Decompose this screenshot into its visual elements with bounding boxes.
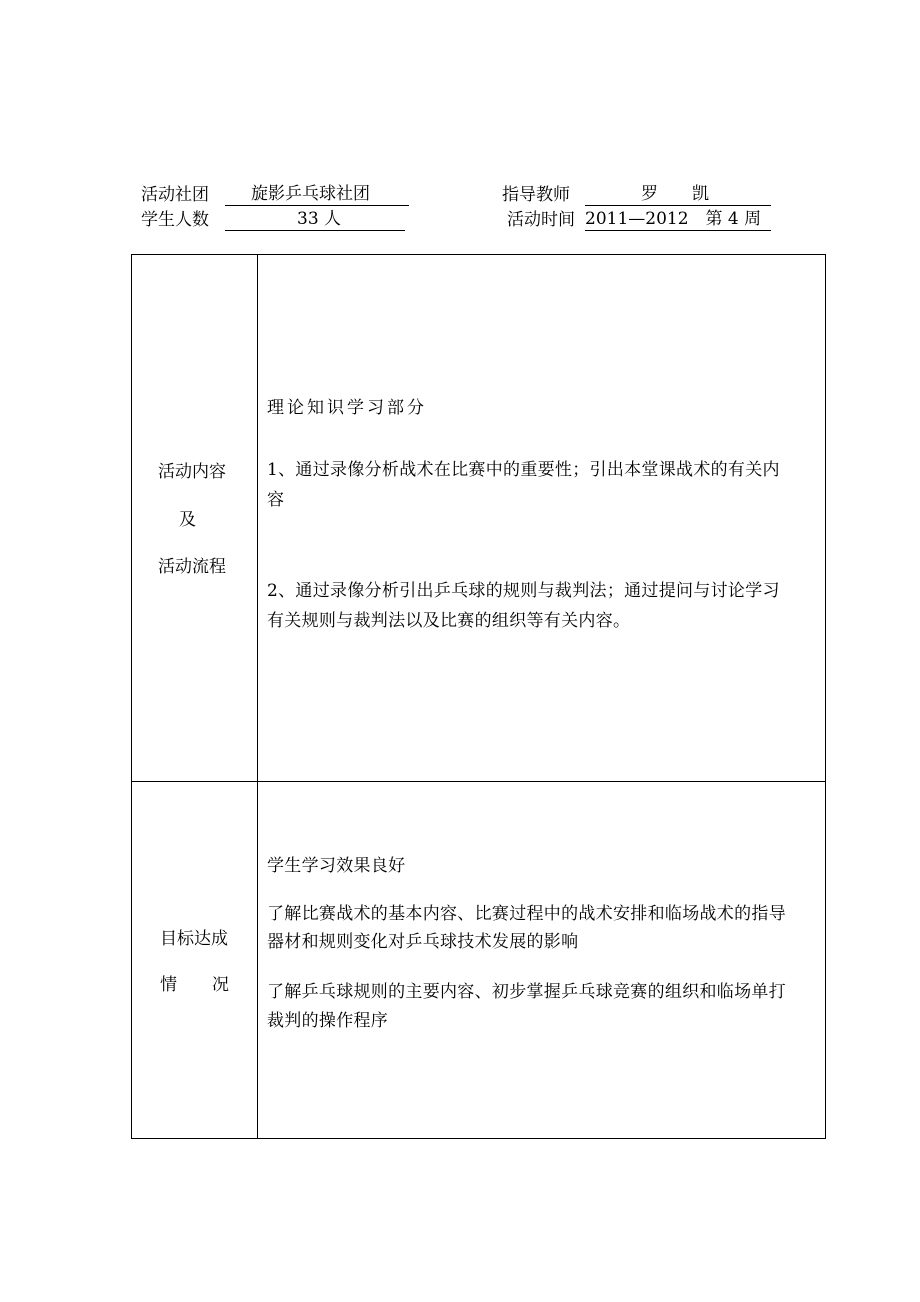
row2-goal1-line2: 器材和规则变化对乒乓球技术发展的影响 (267, 932, 579, 952)
row2-goal2-line2: 裁判的操作程序 (267, 1011, 389, 1031)
students-value: 33 人 (297, 209, 342, 229)
row-divider (132, 781, 825, 782)
column-divider (257, 255, 258, 1138)
students-field (225, 209, 405, 231)
row1-item1-line1: 1、通过录像分析战术在比赛中的重要性；引出本堂课战术的有关内 (267, 460, 780, 480)
time-value: 2011—2012 第 4 周 (585, 209, 762, 229)
row1-item2-line2: 有关规则与裁判法以及比赛的组织等有关内容。 (267, 611, 631, 631)
row2-goal2-line1: 了解乒乓球规则的主要内容、初步掌握乒乓球竞赛的组织和临场单打 (267, 982, 786, 1002)
club-value: 旋影乒乓球社团 (251, 184, 370, 204)
row1-item2-line1: 2、通过录像分析引出乒乓球的规则与裁判法；通过提问与讨论学习 (267, 581, 780, 601)
row1-item1-line2: 容 (267, 490, 285, 510)
row2-label-line1: 目标达成 (160, 929, 228, 949)
time-label: 活动时间 (507, 210, 575, 230)
row1-heading: 理论知识学习部分 (267, 398, 427, 418)
teacher-value: 罗 凯 (641, 184, 709, 204)
row1-label-line2: 及 (179, 510, 196, 530)
row1-content (267, 393, 817, 773)
teacher-field (585, 184, 771, 206)
teacher-label: 指导教师 (502, 185, 570, 205)
time-field (585, 209, 771, 231)
activity-table (131, 254, 826, 1139)
row1-label-line3: 活动流程 (158, 557, 226, 577)
row2-goal1-line1: 了解比赛战术的基本内容、比赛过程中的战术安排和临场战术的指导 (267, 904, 786, 924)
row2-summary: 学生学习效果良好 (267, 856, 406, 876)
row2-label-line2a: 情 (160, 975, 177, 995)
row2-content (267, 851, 817, 1051)
row1-label-line1: 活动内容 (158, 462, 226, 482)
club-field (225, 184, 409, 206)
row2-label-line2b: 况 (212, 975, 229, 995)
club-label: 活动社团 (141, 185, 209, 205)
students-label: 学生人数 (141, 210, 209, 230)
